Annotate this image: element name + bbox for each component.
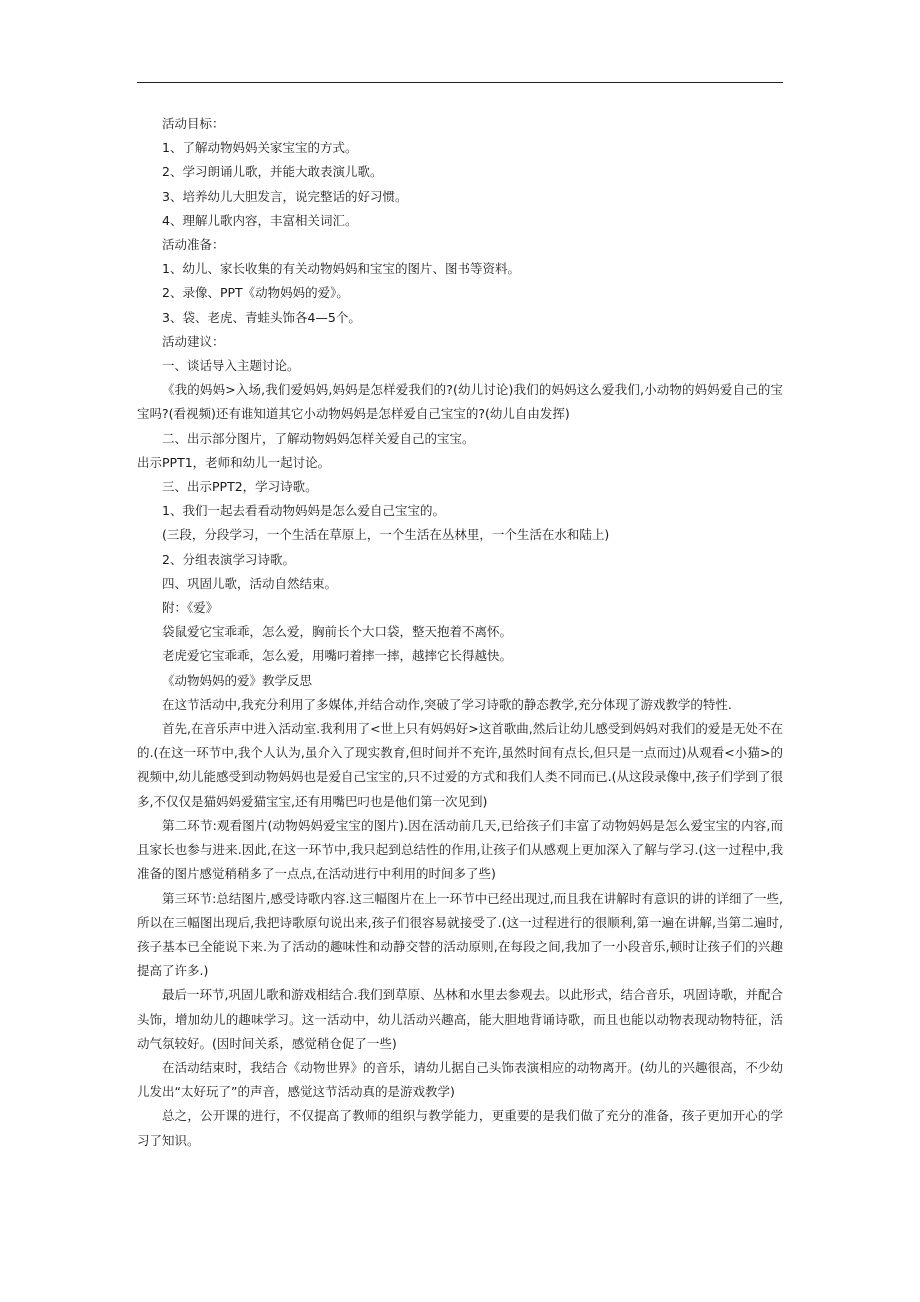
step-line: 2、分组表演学习诗歌。	[162, 551, 295, 567]
reflection-paragraph: 第三环节:总结图片,感受诗歌内容.这三幅图片在上一环节中已经出现过,而且我在讲解时有意识的讲的详细了一些,所以在三幅图出现后,我把诗歌原句说出来,孩子们很容易就接受了.(这一过程进行的很顺利,第一遍在讲解,当第二遍时,孩子基本已全能说下来.为了活动的趣味性和动静交替的活动原则,在每段之间,我加了一小段音乐,顿时让孩子们的兴趣提高了许多.)	[137, 890, 783, 979]
step-line: 出示PPT1，老师和幼儿一起讨论。	[137, 454, 331, 470]
appendix-heading: 附：《爱》	[162, 600, 219, 616]
step-heading: 四、巩固儿歌，活动自然结束。	[162, 575, 338, 591]
prep-item: 1、幼儿、家长收集的有关动物妈妈和宝宝的图片、图书等资料。	[162, 261, 520, 277]
poem-line: 老虎爱它宝乖乖，怎么爱，用嘴叼着摔一摔，越摔它长得越快。	[162, 648, 513, 664]
goal-item: 4、理解儿歌内容，丰富相关词汇。	[162, 212, 358, 228]
reflection-paragraph: 首先,在音乐声中进入活动室.我利用了<世上只有妈妈好>这首歌曲,然后让幼儿感受到妈妈对我们的爱是无处不在的.(在这一环节中,我个人认为,虽介入了现实教育,但时间并不充许,虽然时间有点长,但只是一点而过)从观看<小猫>的视频中,幼儿能感受到动物妈妈也是爱自己宝宝的,只不过爱的方式和我们人类不同而已.(从这段录像中,孩子们学到了很多,不仅仅是猫妈妈爱猫宝宝,还有用嘴巴叼也是他们第一次见到)	[137, 721, 783, 809]
step-paragraph: 《我的妈妈>入场,我们爱妈妈,妈妈是怎样爱我们的?(幼儿讨论)我们的妈妈这么爱我们,小动物的妈妈爱自己的宝宝吗?(看视频)还有谁知道其它小动物妈妈是怎样爱自己宝宝的?(幼儿自由发挥)	[137, 382, 783, 422]
goal-item: 1、了解动物妈妈关家宝宝的方式。	[162, 140, 358, 156]
poem-line: 袋鼠爱它宝乖乖，怎么爱，胸前长个大口袋，整天抱着不离怀。	[162, 624, 513, 640]
goal-item: 3、培养幼儿大胆发言，说完整话的好习惯。	[162, 188, 408, 204]
reflection-paragraph: 最后一环节,巩固儿歌和游戏相结合.我们到草原、丛林和水里去参观去。以此形式，结合音乐，巩固诗歌，并配合头饰，增加幼儿的趣味学习。这一活动中，幼儿活动兴趣高，能大胆地背诵诗歌，而且也能以动物表现动物特征，活动气氛较好。(因时间关系，感觉稍仓促了一些)	[137, 987, 783, 1051]
step-heading: 一、谈话导入主题讨论。	[162, 358, 300, 374]
prep-item: 3、袋、老虎、青蛙头饰各4—5个。	[162, 309, 361, 325]
reflection-paragraph: 在这节活动中,我充分利用了多媒体,并结合动作,突破了学习诗歌的静态教学,充分体现了游戏教学的特性.	[162, 696, 732, 712]
reflection-paragraph: 总之，公开课的进行，不仅提高了教师的组织与教学能力，更重要的是我们做了充分的准备，孩子更加开心的学习了知识。	[137, 1108, 783, 1148]
step-heading: 二、出示部分图片，了解动物妈妈怎样关爱自己的宝宝。	[162, 430, 475, 446]
document-body	[137, 112, 783, 1153]
header-rule	[137, 82, 783, 83]
suggest-heading: 活动建议：	[162, 333, 225, 349]
prep-heading: 活动准备：	[162, 237, 225, 253]
step-heading: 三、出示PPT2，学习诗歌。	[162, 479, 318, 495]
goal-item: 2、学习朗诵儿歌，并能大敢表演儿歌。	[162, 164, 383, 180]
reflection-paragraph: 在活动结束时，我结合《动物世界》的音乐，请幼儿据自己头饰表演相应的动物离开。(幼儿的兴趣很高，不少幼儿发出“太好玩了”的声音，感觉这节活动真的是游戏教学)	[137, 1059, 783, 1100]
reflection-paragraph: 第二环节:观看图片(动物妈妈爱宝宝的图片).因在活动前几天,已给孩子们丰富了动物妈妈是怎么爱宝宝的内容,而且家长也参与进来.因此,在这一环节中,我只起到总结性的作用,让孩子们从感观上更加深入了解与学习.(这一过程中,我准备的图片感觉稍稍多了一点点,在活动进行中利用的时间多了些)	[137, 817, 783, 882]
reflection-heading: 《动物妈妈的爱》教学反思	[162, 672, 313, 688]
step-line: 1、我们一起去看看动物妈妈是怎么爱自己宝宝的。	[162, 503, 445, 519]
goal-heading: 活动目标：	[162, 116, 225, 131]
prep-item: 2、录像、PPT《动物妈妈的爱》。	[162, 285, 349, 301]
step-line: (三段，分段学习，一个生活在草原上，一个生活在丛林里，一个生活在水和陆上)	[162, 527, 610, 543]
